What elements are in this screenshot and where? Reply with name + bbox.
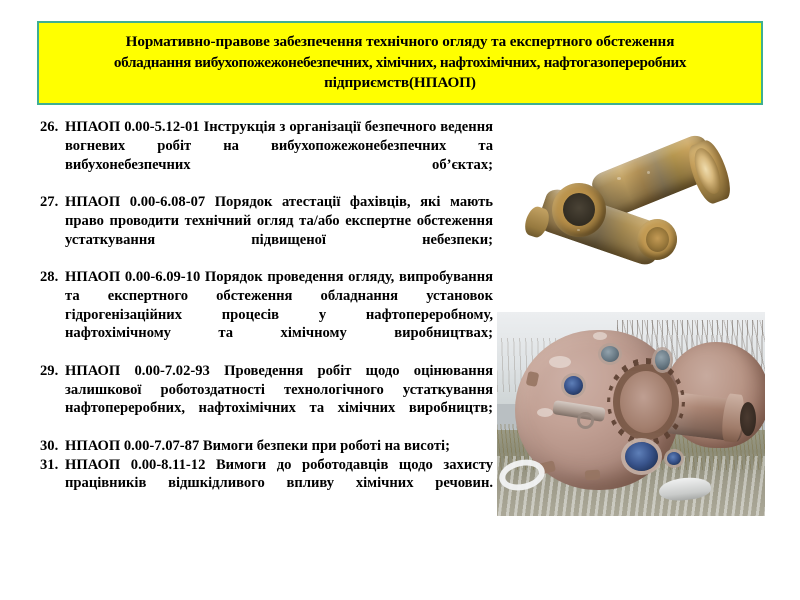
list-item-number: 29. bbox=[40, 362, 59, 379]
list-item-number: 28. bbox=[40, 269, 59, 285]
pipe-lower-bore bbox=[563, 193, 595, 226]
vessel-nozzle-opening bbox=[601, 346, 619, 362]
list-item-text: НПАОП 0.00-7.07-87 Вимоги безпеки при роботі на висоті; bbox=[65, 437, 450, 454]
list-item-text: НПАОП 0.00-8.11-12 Вимоги до роботодавців щодо захисту працівників відшкідливого впливу хімічних речовин. bbox=[65, 456, 493, 492]
list-item-number: 26. bbox=[40, 119, 59, 135]
pipe-photo-scene bbox=[497, 133, 763, 309]
slide-title-line-3: підприємств(НПАОП) bbox=[324, 74, 476, 92]
slide-title-banner bbox=[37, 21, 763, 105]
list-item bbox=[38, 268, 493, 362]
industrial-pressure-vessels-photo bbox=[497, 312, 765, 516]
vessel-blue-nozzle bbox=[667, 452, 681, 465]
vessel-paint-scuff bbox=[549, 356, 571, 368]
pipe-corrosion-speck bbox=[617, 177, 621, 180]
slide-title-line-1: Нормативно-правове забезпечення технічного огляду та експертного обстеження bbox=[125, 33, 675, 51]
vessel-valve-handwheel bbox=[577, 412, 594, 429]
vessel-manway-flange bbox=[613, 364, 679, 440]
list-item-text: НПАОП 0.00-7.02-93 Проведення робіт щодо оцінювання залишкової роботоздатності технологічного устаткування нафтопереробних, нафтохімічних та хімічних виробництв; bbox=[65, 362, 493, 417]
vessel-blue-nozzle bbox=[564, 376, 583, 395]
list-item bbox=[38, 437, 493, 456]
vessel-paint-scuff bbox=[537, 408, 553, 417]
slide-title-text bbox=[45, 32, 755, 93]
list-item bbox=[38, 118, 493, 193]
list-item-number: 31. bbox=[40, 456, 59, 473]
vessel-support-lug bbox=[585, 469, 601, 480]
regulation-list bbox=[38, 118, 493, 512]
vessel-nozzle-opening bbox=[655, 350, 670, 370]
list-item-number: 30. bbox=[40, 437, 59, 454]
vessel-blue-manway bbox=[625, 442, 658, 471]
vessel-paint-scuff bbox=[593, 332, 607, 340]
list-item bbox=[38, 456, 493, 512]
list-item-text: НПАОП 0.00-5.12-01 Інструкція з організації безпечного ведення вогневих робіт на вибухопожежонебезпечних та вибухонебезпечних об’єктах; bbox=[65, 119, 493, 173]
list-item-text: НПАОП 0.00-6.08-07 Порядок атестації фахівців, які мають право проводити технічний огляд та/або експертне обстеження устаткування підвищеної небезпеки; bbox=[65, 194, 493, 248]
slide-title-line-2: обладнання вибухопожежонебезпечних, хімічних, нафтохімічних, нафтогазопереробних bbox=[113, 53, 687, 71]
vessel-nozzle-bore bbox=[740, 402, 756, 436]
pipe-corrosion-speck bbox=[577, 229, 580, 231]
list-item bbox=[38, 193, 493, 268]
corroded-pipe-fittings-photo bbox=[497, 133, 763, 309]
list-item bbox=[38, 362, 493, 437]
list-item-text: НПАОП 0.00-6.09-10 Порядок проведення огляду, випробування та експертного обстеження обладнання установок гідрогенізаційних процесів у нафтопереробному, нафтохімічному та хімічному виробництвах; bbox=[65, 269, 493, 342]
list-item-number: 27. bbox=[40, 194, 59, 210]
pipe-corrosion-speck bbox=[647, 171, 650, 174]
pipe-lower-right-bore bbox=[646, 227, 669, 252]
